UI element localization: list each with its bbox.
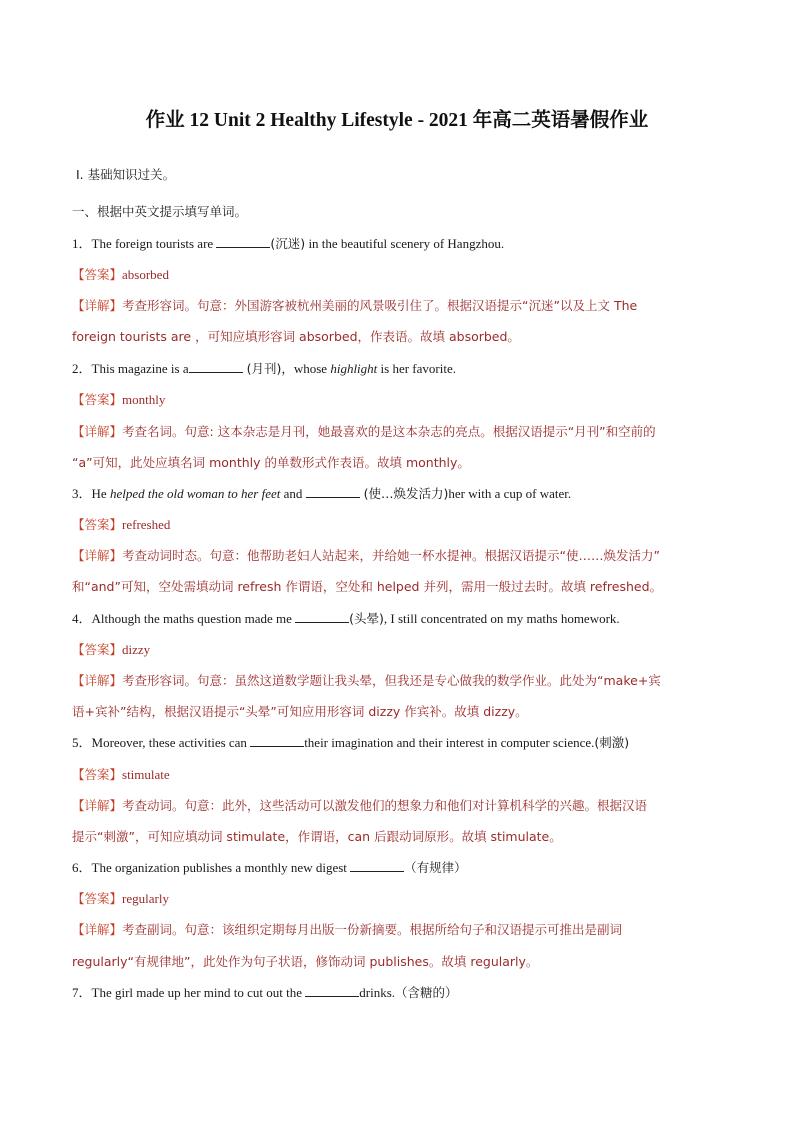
detail-label: 【详解】 bbox=[72, 922, 123, 937]
detail-2-line-1: 【详解】考查名词。句意: 这本杂志是月刊，她最喜欢的是这本杂志的亮点。根据汉语提示“月刊”和空前的 bbox=[72, 424, 656, 439]
part-heading: 一、根据中英文提示填写单词。 bbox=[72, 204, 248, 219]
detail-5-line-1: 【详解】考查动词。句意：此外，这些活动可以激发他们的想象力和他们对计算机科学的兴趣。根据汉语 bbox=[72, 798, 648, 813]
question-number: 5． bbox=[72, 735, 92, 750]
answer-5 bbox=[72, 766, 754, 784]
answer-blank bbox=[295, 610, 349, 623]
detail-4-line-1: 【详解】考查形容词。句意：虽然这道数学题让我头晕，但我还是专心做我的数学作业。此处为“make+宾 bbox=[72, 673, 661, 688]
answer-blank bbox=[350, 859, 404, 872]
question-number: 6． bbox=[72, 860, 92, 875]
question-number: 7． bbox=[72, 985, 92, 1000]
detail-label: 【详解】 bbox=[72, 548, 123, 563]
answer-value: monthly bbox=[122, 392, 166, 407]
detail-label: 【详解】 bbox=[72, 424, 123, 439]
answer-blank bbox=[305, 984, 359, 997]
answer-blank bbox=[216, 235, 270, 248]
detail-6-line-1: 【详解】考查副词。句意：该组织定期每月出版一份新摘要。根据所给句子和汉语提示可推出是副词 bbox=[72, 922, 623, 937]
question-5: 5．Moreover, these activities can their imagination and their interest in computer science.(刺激) bbox=[72, 735, 630, 750]
answer-label: 【答案】 bbox=[72, 642, 123, 657]
detail-2-line-2: “a”可知，此处应填名词 monthly 的单数形式作表语。故填 monthly。 bbox=[72, 455, 470, 470]
answer-value: stimulate bbox=[122, 767, 170, 782]
answer-value: dizzy bbox=[122, 642, 151, 657]
chinese-hint: （含糖的） bbox=[395, 985, 458, 1000]
chinese-hint: (刺激) bbox=[594, 735, 630, 750]
question-3: 3．He helped the old woman to her feet and (使…焕发活力)her with a cup of water. bbox=[72, 486, 572, 501]
answer-label: 【答案】 bbox=[72, 392, 123, 407]
detail-4-line-2: 语+宾补”结构，根据汉语提示“头晕”可知应用形容词 dizzy 作宾补。故填 dizzy。 bbox=[72, 704, 528, 719]
chinese-hint: (使…焕发活力) bbox=[359, 486, 449, 501]
detail-label: 【详解】 bbox=[72, 673, 123, 688]
detail-3-line-1: 【详解】考查动词时态。句意：他帮助老妇人站起来，并给她一杯水提神。根据汉语提示“使……焕发活力” bbox=[72, 548, 660, 563]
detail-1-line-2: foreign tourists are ，可知应填形容词 absorbed，作表语。故填 absorbed。 bbox=[72, 329, 520, 344]
question-number: 2． bbox=[72, 361, 92, 376]
chinese-hint: （有规律） bbox=[404, 860, 467, 875]
answer-2 bbox=[72, 391, 754, 409]
question-number: 4． bbox=[72, 611, 92, 626]
answer-1 bbox=[72, 266, 754, 284]
answer-blank bbox=[306, 485, 360, 498]
question-number: 3． bbox=[72, 486, 92, 501]
question-4: 4．Although the maths question made me (头晕), I still concentrated on my maths homework. bbox=[72, 611, 620, 626]
detail-label: 【详解】 bbox=[72, 798, 123, 813]
chinese-hint: (月刊)， bbox=[242, 361, 294, 376]
answer-label: 【答案】 bbox=[72, 767, 123, 782]
detail-6-line-2: regularly“有规律地”，此处作为句子状语，修饰动词 publishes。故填 regularly。 bbox=[72, 954, 539, 969]
chinese-hint: (头晕) bbox=[349, 611, 384, 626]
answer-blank bbox=[189, 360, 243, 373]
section-heading: I. 基础知识过关。 bbox=[76, 167, 176, 182]
question-number: 1． bbox=[72, 236, 92, 251]
answer-value: absorbed bbox=[122, 267, 169, 282]
answer-label: 【答案】 bbox=[72, 517, 123, 532]
answer-label: 【答案】 bbox=[72, 891, 123, 906]
question-6: 6．The organization publishes a monthly new digest （有规律） bbox=[72, 860, 467, 875]
answer-blank bbox=[250, 734, 304, 747]
answer-value: regularly bbox=[122, 891, 169, 906]
detail-5-line-2: 提示“刺激”，可知应填动词 stimulate，作谓语，can 后跟动词原形。故填 stimulate。 bbox=[72, 829, 562, 844]
question-1: 1．The foreign tourists are (沉迷) in the beautiful scenery of Hangzhou. bbox=[72, 236, 505, 251]
question-2: 2．This magazine is a (月刊)，whose highlight is her favorite. bbox=[72, 361, 456, 376]
question-7: 7．The girl made up her mind to cut out the drinks.（含糖的） bbox=[72, 985, 458, 1000]
answer-6 bbox=[72, 890, 754, 908]
chinese-hint: (沉迷) bbox=[270, 236, 306, 251]
detail-3-line-2: 和“and”可知，空处需填动词 refresh 作谓语，空处和 helped 并列，需用一般过去时。故填 refreshed。 bbox=[72, 579, 662, 594]
answer-3 bbox=[72, 516, 754, 534]
detail-label: 【详解】 bbox=[72, 298, 123, 313]
document-title: 作业 12 Unit 2 Healthy Lifestyle - 2021 年高二英语暑假作业 bbox=[145, 110, 649, 131]
answer-label: 【答案】 bbox=[72, 267, 123, 282]
answer-4 bbox=[72, 641, 754, 659]
answer-value: refreshed bbox=[122, 517, 171, 532]
detail-1-line-1: 【详解】考查形容词。句意：外国游客被杭州美丽的风景吸引住了。根据汉语提示“沉迷”以及上文 The bbox=[72, 298, 638, 313]
